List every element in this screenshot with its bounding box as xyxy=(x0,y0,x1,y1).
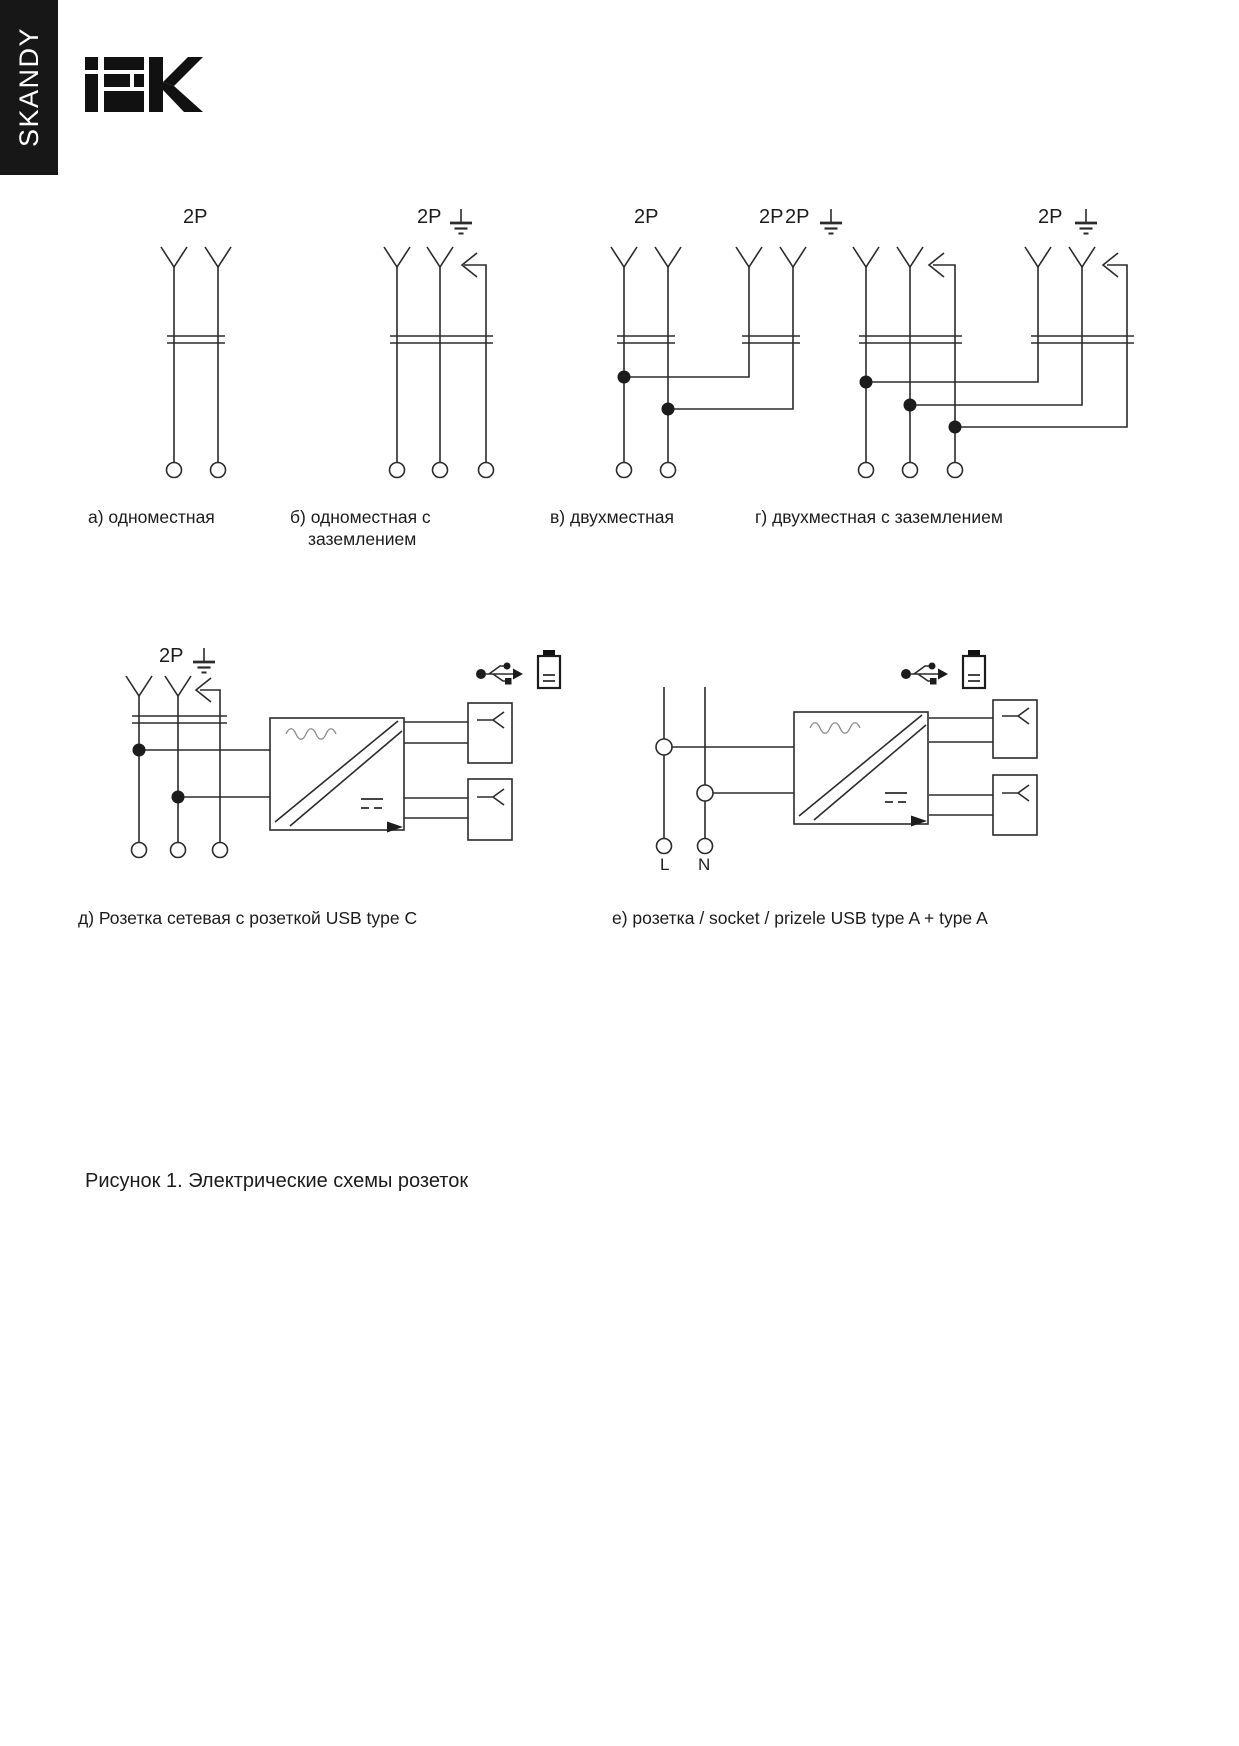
ground-icon xyxy=(450,209,472,234)
pole-label-a: 2P xyxy=(183,206,208,228)
ground-icon xyxy=(193,648,215,673)
ground-icon xyxy=(820,209,842,234)
caption-diagram-v: в) двухместная xyxy=(550,507,675,527)
pole-label-v-left: 2P xyxy=(634,206,659,228)
ac-dc-converter-icon xyxy=(794,712,928,827)
caption-diagram-e: е) розетка / socket / prizele USB type A + type A xyxy=(612,908,988,928)
pole-label-g-left: 2P xyxy=(785,206,810,228)
diagram-a-single-socket xyxy=(161,247,231,478)
battery-icon xyxy=(963,650,985,688)
ac-dc-converter-icon xyxy=(270,718,404,833)
caption-diagram-b-line2: заземлением xyxy=(308,529,417,549)
usb-icon xyxy=(901,663,948,685)
pole-label-g-right: 2P xyxy=(1038,206,1063,228)
pole-label-d: 2P xyxy=(159,645,184,667)
caption-diagram-a: а) одноместная xyxy=(88,507,215,527)
diagram-d-socket-usb-type-c xyxy=(126,648,560,858)
diagram-v-double-socket xyxy=(611,247,806,478)
terminal-label-n: N xyxy=(698,855,711,874)
battery-icon xyxy=(538,650,560,688)
caption-diagram-g: г) двухместная с заземлением xyxy=(755,507,1003,527)
pin-icon xyxy=(427,247,453,267)
diagram-g-double-socket-grounded xyxy=(820,209,1134,478)
pole-label-b: 2P xyxy=(417,206,442,228)
caption-diagram-d: д) Розетка сетевая с розеткой USB type C xyxy=(78,908,418,928)
pin-icon xyxy=(205,247,231,267)
product-line-vertical-label: SKANDY xyxy=(13,27,44,148)
pole-label-v-right: 2P xyxy=(759,206,784,228)
pin-icon xyxy=(161,247,187,267)
ground-icon xyxy=(1075,209,1097,234)
diagram-b-single-socket-grounded xyxy=(384,209,494,478)
usb-icon xyxy=(476,663,523,685)
diagram-e-socket-usb-type-a xyxy=(656,650,1037,854)
caption-diagram-b-line1: б) одноместная с xyxy=(290,507,431,527)
figure-caption: Рисунок 1. Электрические схемы розеток xyxy=(85,1170,469,1192)
terminal-label-l: L xyxy=(660,855,670,874)
pin-icon xyxy=(384,247,410,267)
